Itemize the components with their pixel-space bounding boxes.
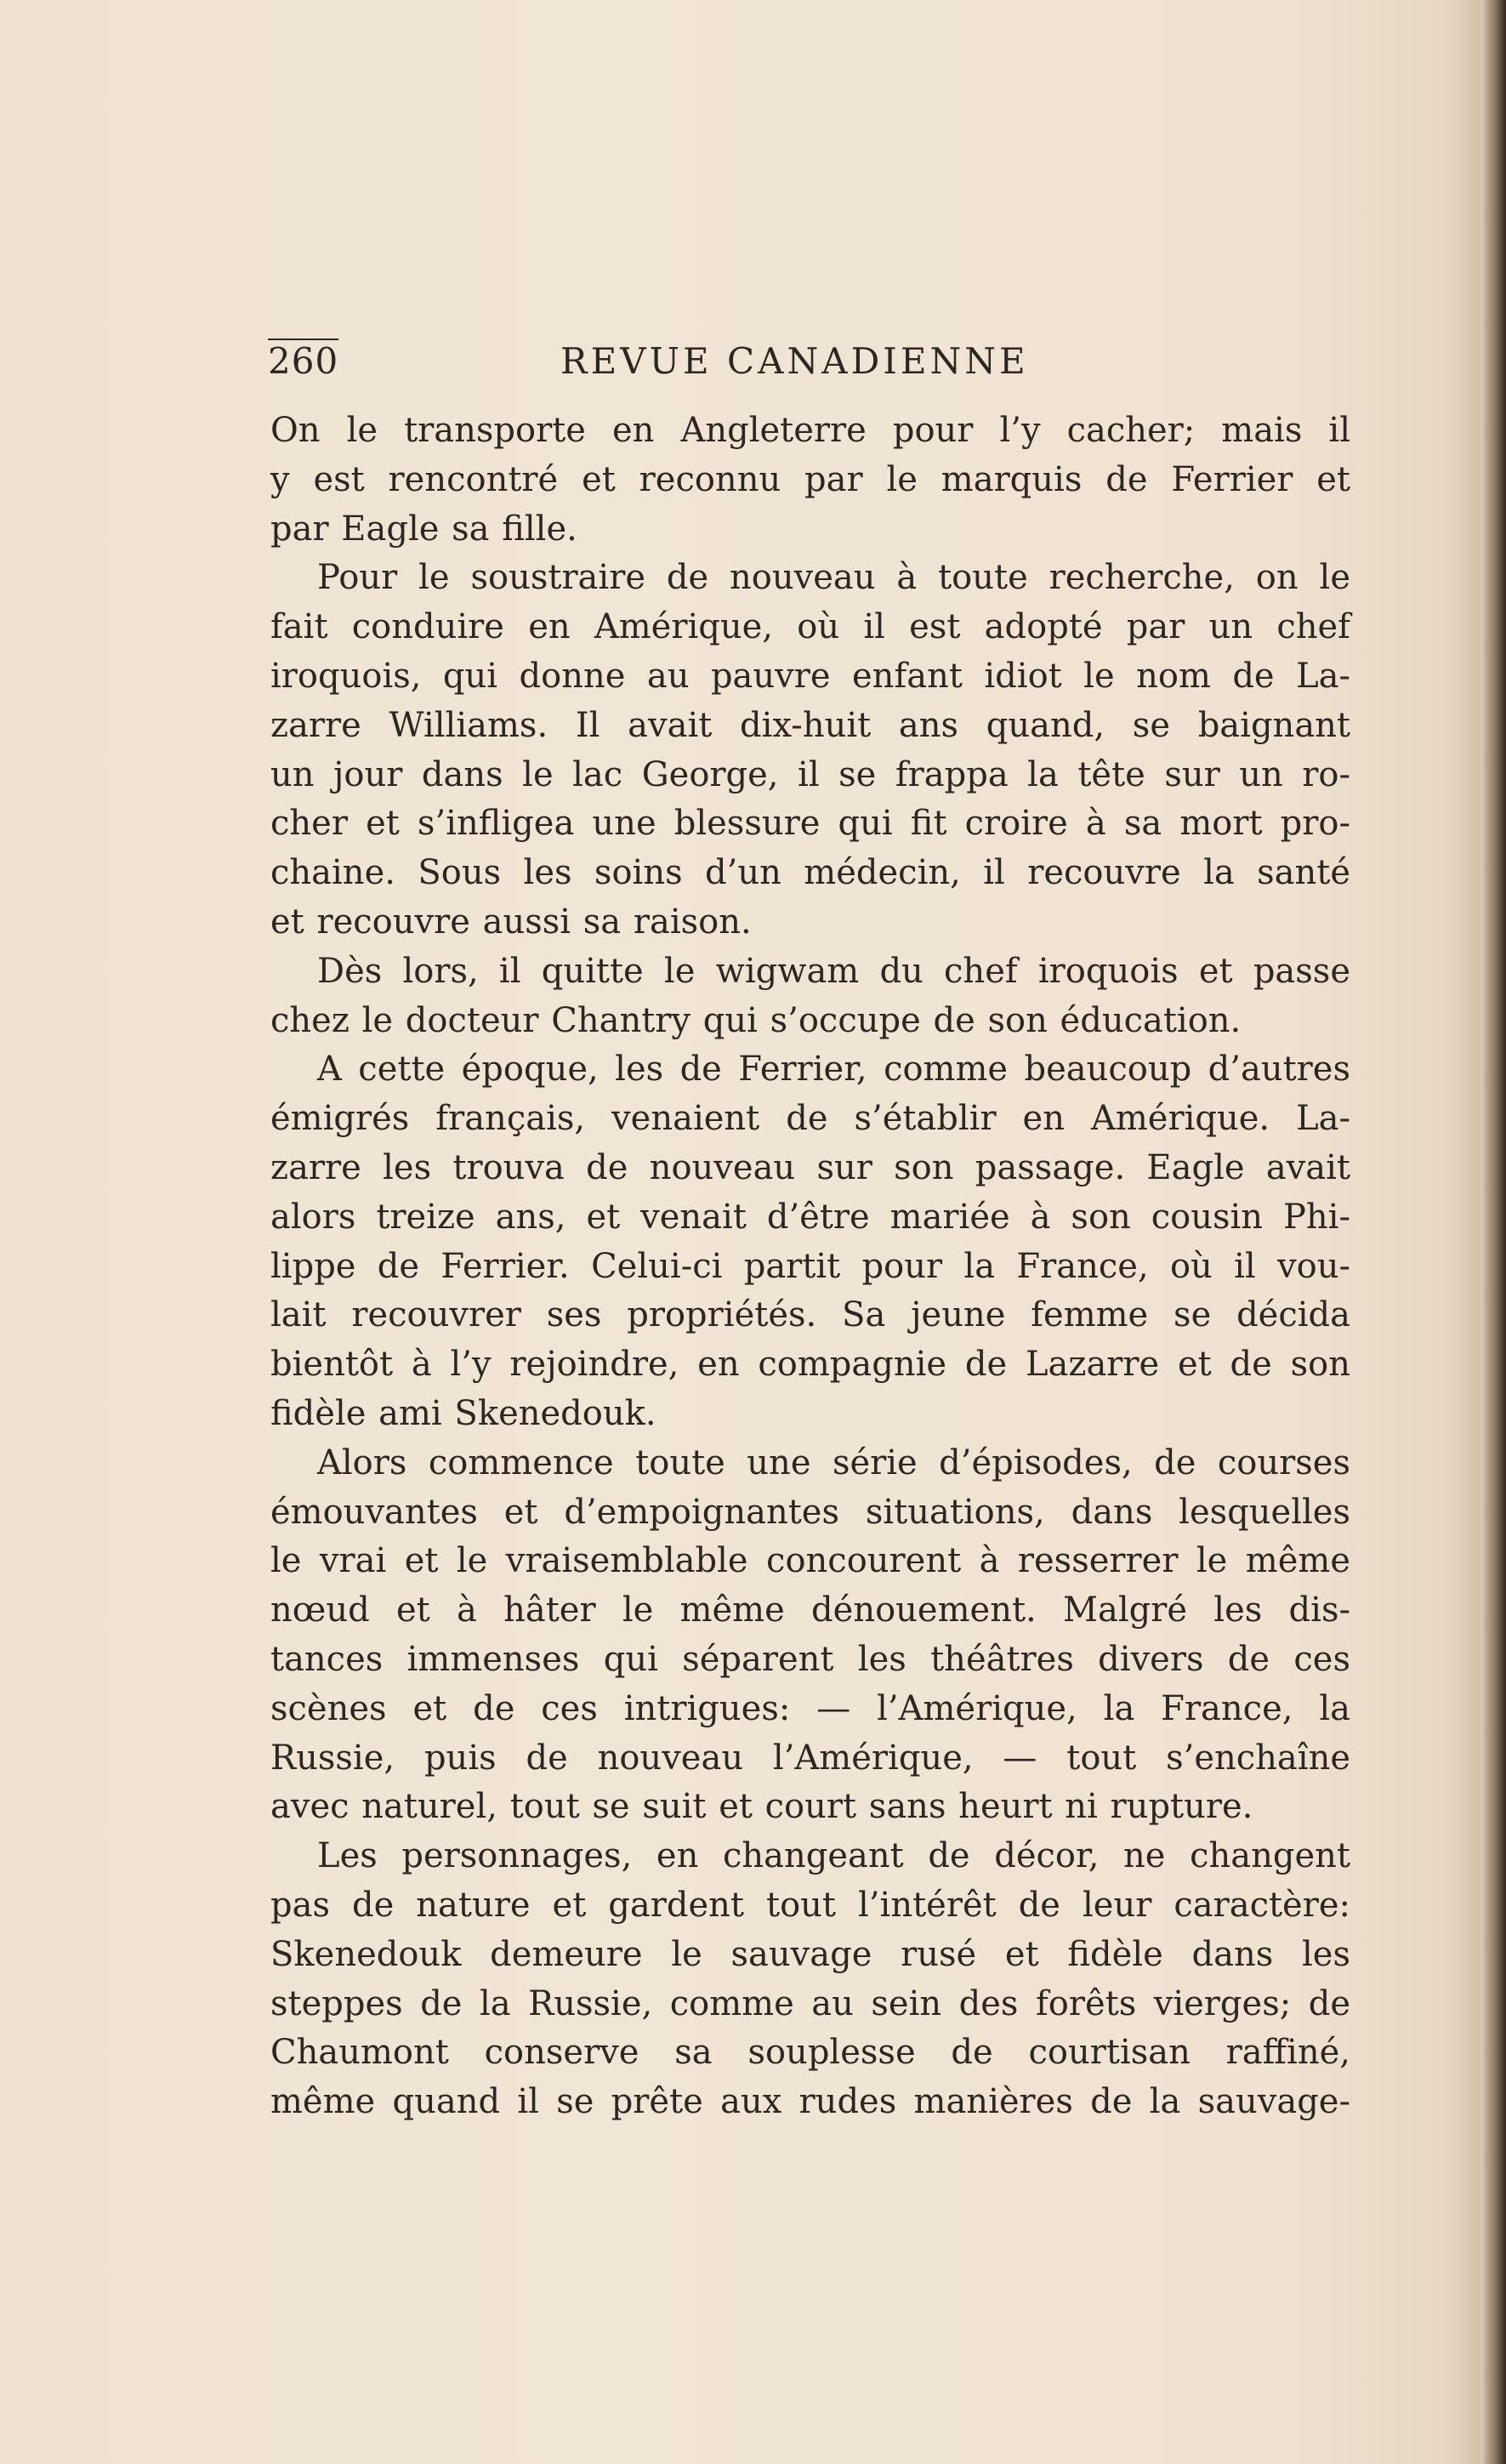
text-line: lippe de Ferrier. Celui-ci partit pour la France, où il vou- (270, 1246, 1350, 1286)
text-line: Chaumont conserve sa souplesse de courtisan raffiné, (270, 2033, 1350, 2073)
text-line: Russie, puis de nouveau l’Amérique, — tout s’enchaîne (270, 1738, 1350, 1778)
text-line: cher et s’infligea une blessure qui fit croire à sa mort pro- (270, 804, 1350, 844)
text-line: le vrai et le vraisemblable concourent à resserrer le même (270, 1541, 1350, 1581)
text-line: émigrés français, venaient de s’établir en Amérique. La- (270, 1099, 1350, 1139)
text-line: steppes de la Russie, comme au sein des forêts vierges; de (270, 1983, 1350, 2023)
text-line: zarre les trouva de nouveau sur son passage. Eagle avait (270, 1147, 1350, 1187)
text-line: y est rencontré et reconnu par le marquis de Ferrier et (270, 459, 1350, 499)
text-line: Alors commence toute une série d’épisodes, de courses (317, 1443, 1350, 1482)
text-line: avec naturel, tout se suit et court sans heurt ni rupture. (270, 1787, 1253, 1827)
text-line: et recouvre aussi sa raison. (270, 902, 752, 942)
text-line: Les personnages, en changeant de décor, ne changent (317, 1836, 1350, 1876)
text-line: zarre Williams. Il avait dix-huit ans quand, se baignant (270, 705, 1350, 745)
text-line: iroquois, qui donne au pauvre enfant idiot le nom de La- (270, 656, 1350, 696)
running-title: REVUE CANADIENNE (560, 340, 1029, 382)
text-line: fait conduire en Amérique, où il est adopté par un chef (270, 607, 1350, 647)
text-line: lait recouvrer ses propriétés. Sa jeune femme se décida (270, 1295, 1350, 1335)
text-line: On le transporte en Angleterre pour l’y cacher; mais il (270, 411, 1350, 450)
text-line: émouvantes et d’empoignantes situations, dans lesquelles (270, 1492, 1350, 1532)
text-line: nœud et à hâter le même dénouement. Malgré les dis- (270, 1591, 1350, 1630)
text-line: Skenedouk demeure le sauvage rusé et fidèle dans les (270, 1934, 1350, 1974)
text-line: tances immenses qui séparent les théâtres divers de ces (270, 1639, 1350, 1679)
text-line: pas de nature et gardent tout l’intérêt de leur caractère: (270, 1885, 1350, 1925)
text-line: Dès lors, il quitte le wigwam du chef iroquois et passe (317, 951, 1350, 991)
text-line: chez le docteur Chantry qui s’occupe de son éducation. (270, 1000, 1242, 1040)
text-line: un jour dans le lac George, il se frappa la tête sur un ro- (270, 754, 1350, 794)
text-line: bientôt à l’y rejoindre, en compagnie de Lazarre et de son (270, 1345, 1350, 1385)
text-line: Pour le soustraire de nouveau à toute recherche, on le (317, 558, 1350, 598)
text-line: A cette époque, les de Ferrier, comme beaucoup d’autres (317, 1050, 1350, 1090)
text-line: même quand il se prête aux rudes manières de la sauvage- (270, 2082, 1350, 2122)
text-line: alors treize ans, et venait d’être mariée à son cousin Phi- (270, 1197, 1350, 1237)
page-header (268, 340, 1348, 391)
text-line: fidèle ami Skenedouk. (270, 1393, 656, 1433)
page-edge-shadow (1446, 0, 1480, 2464)
text-line: scènes et de ces intrigues: — l’Amérique, la France, la (270, 1688, 1350, 1728)
text-line: par Eagle sa fille. (270, 509, 577, 549)
page-number: 260 (268, 340, 339, 382)
text-line: chaine. Sous les soins d’un médecin, il recouvre la santé (270, 853, 1350, 893)
body-text (270, 407, 1350, 2127)
page-edge (1480, 0, 1506, 2464)
